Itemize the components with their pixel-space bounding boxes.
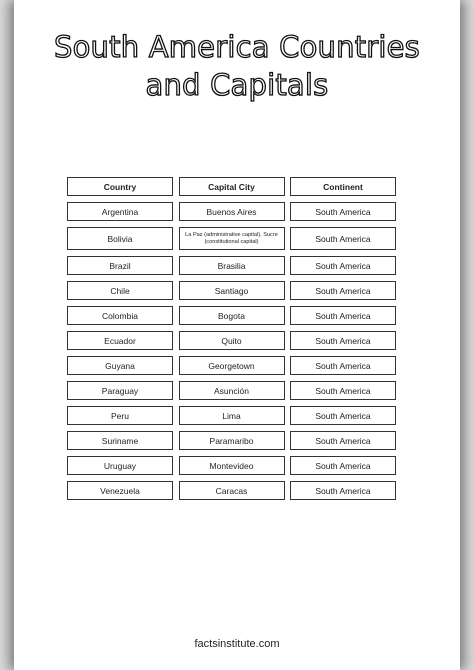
country-cell: Ecuador <box>67 331 173 350</box>
continent-cell: South America <box>290 481 396 500</box>
capital-cell: Georgetown <box>179 356 285 375</box>
capital-cell: La Paz (administrative capital), Sucre (constitutional capital) <box>179 227 285 250</box>
table-row <box>67 481 396 500</box>
country-cell: Suriname <box>67 431 173 450</box>
table-row <box>67 256 396 275</box>
table-row <box>67 202 396 221</box>
header-continent: Continent <box>290 177 396 196</box>
table-row <box>67 331 396 350</box>
country-cell: Uruguay <box>67 456 173 475</box>
table-header-row <box>67 177 396 196</box>
title-line-2: and Capitals <box>145 68 329 102</box>
table-row <box>67 356 396 375</box>
capital-cell: Lima <box>179 406 285 425</box>
capital-cell: Montevideo <box>179 456 285 475</box>
capital-cell: Paramaribo <box>179 431 285 450</box>
country-cell: Venezuela <box>67 481 173 500</box>
capital-cell: Brasilia <box>179 256 285 275</box>
header-country: Country <box>67 177 173 196</box>
table-row <box>67 227 396 250</box>
header-capital-city: Capital City <box>179 177 285 196</box>
capital-cell: Quito <box>179 331 285 350</box>
table-row <box>67 431 396 450</box>
continent-cell: South America <box>290 306 396 325</box>
country-cell: Peru <box>67 406 173 425</box>
document-page <box>14 0 460 670</box>
continent-cell: South America <box>290 256 396 275</box>
table-row <box>67 406 396 425</box>
page-title <box>14 28 460 104</box>
table-row <box>67 456 396 475</box>
capital-cell: Caracas <box>179 481 285 500</box>
table-row <box>67 381 396 400</box>
continent-cell: South America <box>290 281 396 300</box>
continent-cell: South America <box>290 381 396 400</box>
country-cell: Argentina <box>67 202 173 221</box>
country-cell: Brazil <box>67 256 173 275</box>
continent-cell: South America <box>290 202 396 221</box>
capitals-table <box>67 177 396 506</box>
country-cell: Guyana <box>67 356 173 375</box>
continent-cell: South America <box>290 431 396 450</box>
country-cell: Chile <box>67 281 173 300</box>
continent-cell: South America <box>290 331 396 350</box>
continent-cell: South America <box>290 356 396 375</box>
continent-cell: South America <box>290 406 396 425</box>
capital-cell: Bogota <box>179 306 285 325</box>
capital-cell: Asunción <box>179 381 285 400</box>
table-row <box>67 306 396 325</box>
table-row <box>67 281 396 300</box>
footer-site-link[interactable]: factsinstitute.com <box>194 638 280 650</box>
country-cell: Colombia <box>67 306 173 325</box>
title-line-1: South America Countries <box>54 30 420 64</box>
country-cell: Paraguay <box>67 381 173 400</box>
capital-cell: Santiago <box>179 281 285 300</box>
country-cell: Bolivia <box>67 227 173 250</box>
capital-cell: Buenos Aires <box>179 202 285 221</box>
continent-cell: South America <box>290 227 396 250</box>
continent-cell: South America <box>290 456 396 475</box>
